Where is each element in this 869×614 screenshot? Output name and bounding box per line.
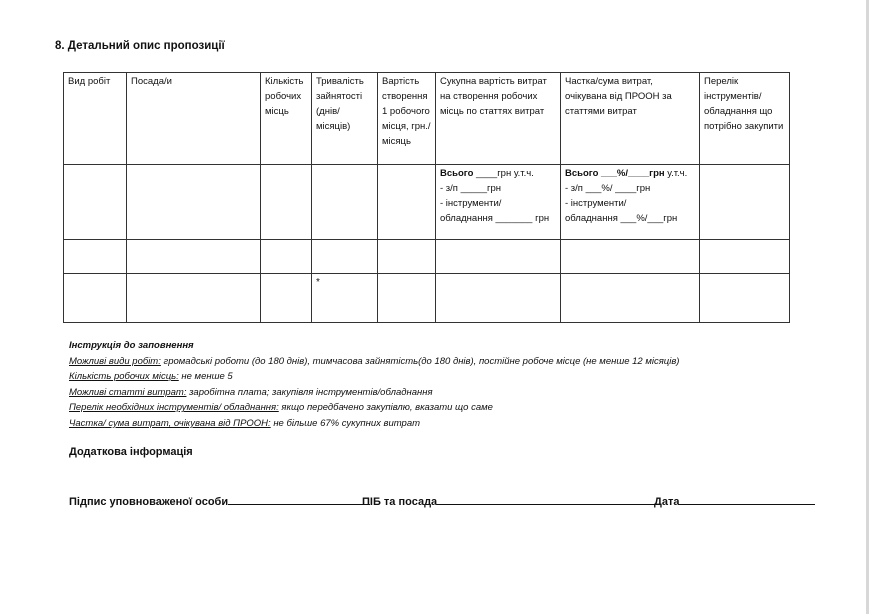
undp-share-cell[interactable] — [561, 165, 700, 240]
table-cell[interactable] — [64, 165, 127, 240]
table-cell[interactable] — [312, 274, 378, 323]
table-cell[interactable] — [261, 165, 312, 240]
signature-field — [69, 493, 370, 508]
name-position-line[interactable] — [437, 493, 657, 505]
date-field — [654, 493, 815, 508]
table-cell[interactable] — [261, 274, 312, 323]
header-cost-per-job: Вартість створення 1 робочого місця, грн./ місяць — [378, 73, 436, 165]
additional-info-heading: Додаткова інформація — [69, 446, 193, 458]
table-cell[interactable] — [378, 274, 436, 323]
signature-line[interactable] — [228, 493, 370, 505]
undp-share-all-label: Всього ___%/____грн — [565, 168, 665, 179]
header-jobs-count: Кількість робочих місць — [261, 73, 312, 165]
header-duration: Тривалість зайнятості (днів/ місяців) — [312, 73, 378, 165]
table-cell[interactable] — [127, 165, 261, 240]
signer-label: Підпис уповноваженої особи — [69, 496, 229, 508]
instruction-line — [69, 400, 679, 416]
asterisk-mark: * — [316, 277, 320, 288]
total-cost-equipment: обладнання _______ грн — [440, 213, 550, 224]
undp-share-tools: - інструменти/ — [565, 198, 627, 209]
instruction-text: громадські роботи (до 180 днів), тимчасова зайнятість(до 180 днів), постійне робоче місце (не менше 12 місяців) — [160, 355, 680, 367]
header-position: Посада/и — [127, 73, 261, 165]
instruction-line — [69, 354, 679, 370]
section-title: 8. Детальний опис пропозиції — [55, 40, 225, 52]
table-cell[interactable] — [378, 165, 436, 240]
instruction-text: якщо передбачено закупівлю, вказати що саме — [278, 402, 493, 414]
table-row — [64, 240, 790, 274]
table-cell[interactable] — [700, 240, 790, 274]
instructions-heading: Інструкція до заповнення — [69, 340, 194, 351]
undp-share-all — [565, 166, 695, 181]
table-cell[interactable] — [127, 240, 261, 274]
header-equipment-list: Перелік інструментів/ обладнання що потрібно закупити — [700, 73, 790, 165]
undp-share-salary: - з/п ___%/ ____грн — [565, 183, 651, 194]
table-row — [64, 274, 790, 323]
total-cost-cell[interactable] — [436, 165, 561, 240]
instruction-line — [69, 416, 679, 432]
total-cost-tools: - інструменти/ — [440, 198, 502, 209]
table-row — [64, 165, 790, 240]
instruction-label: Частка/ сума витрат, очікувана від ПРООН: — [69, 417, 271, 429]
header-total-cost: Сукупна вартість витрат на створення робочих місць по статтях витрат — [436, 73, 561, 165]
proposal-table — [63, 72, 790, 323]
instruction-label: Можливі статті витрат: — [69, 386, 187, 398]
table-cell[interactable] — [64, 240, 127, 274]
total-cost-all-label: Всього — [440, 168, 474, 179]
table-cell[interactable] — [700, 165, 790, 240]
instruction-text: не більше 67% сукупних витрат — [270, 417, 421, 429]
date-label: Дата — [654, 496, 680, 508]
table-cell[interactable] — [127, 274, 261, 323]
instruction-label: Кількість робочих місць: — [69, 371, 179, 383]
instruction-text: не менше 5 — [178, 371, 233, 383]
header-row — [64, 73, 790, 165]
instruction-text: заробітна плата; закупівля інструментів/обладнання — [186, 386, 433, 398]
header-undp-share: Частка/сума витрат, очікувана від ПРООН за статтями витрат — [561, 73, 700, 165]
name-position-field — [362, 493, 657, 508]
table-cell[interactable] — [312, 165, 378, 240]
table-cell[interactable] — [561, 274, 700, 323]
table-cell[interactable] — [436, 274, 561, 323]
undp-share-equipment: обладнання ___%/___грн — [565, 213, 678, 224]
instruction-label: Можливі види робіт: — [69, 355, 161, 367]
name-position-label: ПІБ та посада — [362, 496, 438, 508]
instructions — [69, 338, 679, 432]
undp-share-all-value: у.т.ч. — [664, 168, 688, 179]
total-cost-all-value: ____грн у.т.ч. — [473, 168, 534, 179]
table-cell[interactable] — [436, 240, 561, 274]
table-cell[interactable] — [378, 240, 436, 274]
table-cell[interactable] — [261, 240, 312, 274]
table-cell[interactable] — [561, 240, 700, 274]
instruction-label: Перелік необхідних інструментів/ обладнання: — [69, 402, 279, 414]
table-cell[interactable] — [700, 274, 790, 323]
instruction-line — [69, 369, 679, 385]
total-cost-all — [440, 166, 556, 181]
header-work-type: Вид робіт — [64, 73, 127, 165]
total-cost-salary: - з/п _____грн — [440, 183, 501, 194]
instruction-line — [69, 385, 679, 401]
table-cell[interactable] — [312, 240, 378, 274]
date-line[interactable] — [679, 493, 815, 505]
table-cell[interactable] — [64, 274, 127, 323]
